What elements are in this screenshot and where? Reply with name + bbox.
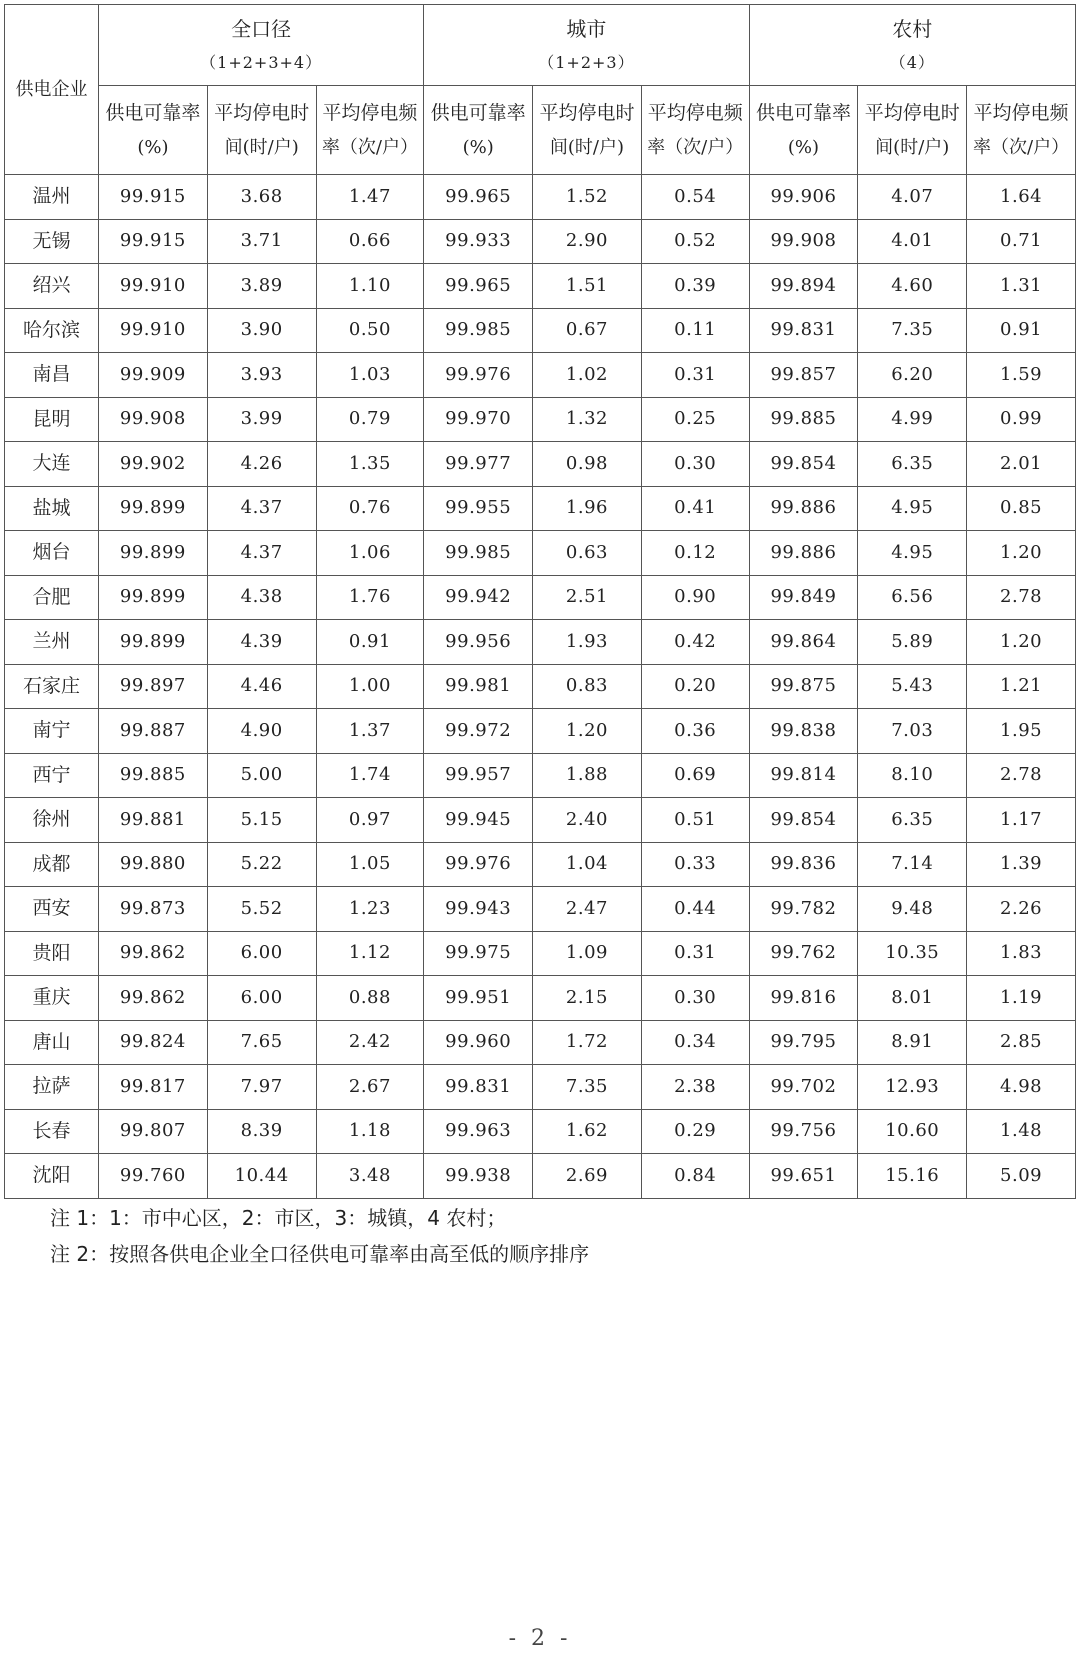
group-subtitle: （4）: [889, 53, 935, 73]
column-header-line2: (%): [462, 136, 494, 158]
table-row: [5, 931, 1076, 976]
table-cell-company: 拉萨: [5, 1065, 99, 1110]
table-cell: 4.99: [858, 397, 967, 442]
table-cell: 5.52: [207, 887, 316, 932]
table-cell: 2.51: [533, 575, 642, 620]
table-cell: 2.67: [316, 1065, 424, 1110]
group-title: 城市: [566, 17, 607, 42]
column-header-line1: 供电可靠率: [105, 101, 201, 124]
table-cell: 99.908: [99, 397, 208, 442]
table-cell: 2.42: [316, 1020, 424, 1065]
table-cell: 99.831: [749, 308, 858, 353]
table-cell: 1.02: [533, 353, 642, 398]
table-row: [5, 175, 1076, 220]
table-cell: 1.17: [967, 798, 1076, 843]
table-cell: 1.23: [316, 887, 424, 932]
table-cell: 5.00: [207, 753, 316, 798]
table-cell: 99.899: [99, 575, 208, 620]
table-cell: 1.00: [316, 664, 424, 709]
table-cell-company: 烟台: [5, 531, 99, 576]
table-cell: 99.807: [99, 1109, 208, 1154]
table-cell: 99.972: [424, 709, 533, 754]
table-cell: 0.54: [641, 175, 749, 220]
table-cell: 99.864: [749, 620, 858, 665]
group-subtitle: （1+2+3+4）: [200, 53, 323, 73]
table-cell: 99.976: [424, 353, 533, 398]
table-cell: 0.90: [641, 575, 749, 620]
table-cell: 6.20: [858, 353, 967, 398]
table-cell: 0.76: [316, 486, 424, 531]
corner-header: 供电企业: [5, 5, 99, 175]
table-cell: 1.20: [967, 531, 1076, 576]
table-cell: 1.47: [316, 175, 424, 220]
table-cell: 99.880: [99, 842, 208, 887]
column-header-line2: 间(时/户): [224, 136, 299, 158]
table-cell: 2.78: [967, 575, 1076, 620]
table-cell-company: 盐城: [5, 486, 99, 531]
table-cell: 0.67: [533, 308, 642, 353]
group-title: 农村: [892, 17, 933, 42]
group-subtitle: （1+2+3）: [538, 53, 635, 73]
table-cell: 10.60: [858, 1109, 967, 1154]
table-cell: 0.20: [641, 664, 749, 709]
table-cell: 0.98: [533, 442, 642, 487]
table-cell: 7.35: [533, 1065, 642, 1110]
column-header: [967, 86, 1076, 175]
column-header-line2: 率（次/户）: [973, 136, 1070, 158]
table-cell: 6.56: [858, 575, 967, 620]
column-header: [316, 86, 424, 175]
table-cell: 2.47: [533, 887, 642, 932]
table-cell: 3.48: [316, 1154, 424, 1199]
table-cell: 1.35: [316, 442, 424, 487]
table-cell: 10.44: [207, 1154, 316, 1199]
table-cell: 99.899: [99, 486, 208, 531]
table-cell-company: 无锡: [5, 219, 99, 264]
table-cell: 8.91: [858, 1020, 967, 1065]
table-cell: 99.960: [424, 1020, 533, 1065]
table-cell: 1.18: [316, 1109, 424, 1154]
table-cell: 99.899: [99, 620, 208, 665]
column-header: [424, 86, 533, 175]
table-cell: 99.957: [424, 753, 533, 798]
table-cell: 0.51: [641, 798, 749, 843]
table-cell-company: 徐州: [5, 798, 99, 843]
table-cell: 8.39: [207, 1109, 316, 1154]
table-cell-company: 兰州: [5, 620, 99, 665]
table-cell: 2.40: [533, 798, 642, 843]
column-header-line2: 率（次/户）: [647, 136, 744, 158]
table-cell: 99.854: [749, 442, 858, 487]
table-cell: 1.06: [316, 531, 424, 576]
table-cell: 99.985: [424, 308, 533, 353]
table-cell: 2.26: [967, 887, 1076, 932]
table-cell: 1.03: [316, 353, 424, 398]
table-cell-company: 重庆: [5, 976, 99, 1021]
table-cell: 99.951: [424, 976, 533, 1021]
column-header-line1: 供电可靠率: [430, 101, 526, 124]
table-row: [5, 353, 1076, 398]
table-cell: 1.12: [316, 931, 424, 976]
note-1: 注 1：1：市中心区，2：市区，3：城镇，4 农村；: [50, 1206, 507, 1230]
table-body: [5, 175, 1076, 1199]
table-cell: 4.38: [207, 575, 316, 620]
table-cell-company: 长春: [5, 1109, 99, 1154]
table-cell: 0.84: [641, 1154, 749, 1199]
table-cell: 99.943: [424, 887, 533, 932]
table-row: [5, 1065, 1076, 1110]
column-header-line1: 平均停电频: [973, 101, 1069, 124]
table-cell: 99.902: [99, 442, 208, 487]
table-cell: 6.00: [207, 931, 316, 976]
table-cell: 99.938: [424, 1154, 533, 1199]
column-header-row: [5, 86, 1076, 175]
table-cell: 0.30: [641, 976, 749, 1021]
column-header-line2: (%): [787, 136, 820, 158]
table-cell: 2.90: [533, 219, 642, 264]
table-cell: 0.66: [316, 219, 424, 264]
table-cell-company: 昆明: [5, 397, 99, 442]
table-cell: 7.65: [207, 1020, 316, 1065]
table-cell: 99.910: [99, 264, 208, 309]
table-row: [5, 842, 1076, 887]
note-2: 注 2：按照各供电企业全口径供电可靠率由高至低的顺序排序: [50, 1242, 590, 1266]
table-cell: 0.29: [641, 1109, 749, 1154]
table-cell: 0.50: [316, 308, 424, 353]
group-header-total: [99, 5, 424, 86]
table-cell: 99.862: [99, 976, 208, 1021]
table-cell: 6.35: [858, 442, 967, 487]
table-cell-company: 贵阳: [5, 931, 99, 976]
table-cell: 1.20: [533, 709, 642, 754]
table-cell: 99.875: [749, 664, 858, 709]
table-cell: 0.97: [316, 798, 424, 843]
table-cell: 0.52: [641, 219, 749, 264]
table-cell-company: 南宁: [5, 709, 99, 754]
table-cell: 1.51: [533, 264, 642, 309]
table-cell: 0.99: [967, 397, 1076, 442]
table-cell: 99.838: [749, 709, 858, 754]
table-cell: 4.37: [207, 531, 316, 576]
table-cell: 99.906: [749, 175, 858, 220]
table-cell-company: 西安: [5, 887, 99, 932]
table-cell: 99.908: [749, 219, 858, 264]
table-cell: 0.79: [316, 397, 424, 442]
table-cell: 5.22: [207, 842, 316, 887]
table-cell: 5.15: [207, 798, 316, 843]
table-cell: 1.20: [967, 620, 1076, 665]
table-cell: 0.85: [967, 486, 1076, 531]
table-cell: 99.756: [749, 1109, 858, 1154]
table-cell: 1.10: [316, 264, 424, 309]
table-cell: 4.01: [858, 219, 967, 264]
column-header-line1: 平均停电时: [864, 101, 960, 124]
table-cell: 9.48: [858, 887, 967, 932]
table-cell: 0.42: [641, 620, 749, 665]
table-cell: 2.85: [967, 1020, 1076, 1065]
table-cell: 99.945: [424, 798, 533, 843]
table-cell: 15.16: [858, 1154, 967, 1199]
table-cell: 3.90: [207, 308, 316, 353]
table-cell: 4.39: [207, 620, 316, 665]
table-row: [5, 976, 1076, 1021]
table-row: [5, 709, 1076, 754]
table-cell-company: 温州: [5, 175, 99, 220]
table-cell: 1.04: [533, 842, 642, 887]
table-cell: 99.887: [99, 709, 208, 754]
table-cell: 7.14: [858, 842, 967, 887]
table-cell: 99.886: [749, 531, 858, 576]
table-cell: 0.91: [316, 620, 424, 665]
table-cell: 99.899: [99, 531, 208, 576]
table-cell: 0.33: [641, 842, 749, 887]
table-cell: 0.69: [641, 753, 749, 798]
table-cell: 99.854: [749, 798, 858, 843]
table-row: [5, 664, 1076, 709]
column-header-line1: 平均停电时: [214, 101, 310, 124]
table-cell: 0.31: [641, 931, 749, 976]
table-cell: 0.44: [641, 887, 749, 932]
table-cell-company: 绍兴: [5, 264, 99, 309]
table-cell: 5.09: [967, 1154, 1076, 1199]
table-cell-company: 合肥: [5, 575, 99, 620]
table-cell: 99.915: [99, 219, 208, 264]
table-row: [5, 531, 1076, 576]
table-cell: 99.817: [99, 1065, 208, 1110]
table-cell: 99.915: [99, 175, 208, 220]
table-cell: 2.15: [533, 976, 642, 1021]
table-cell: 8.01: [858, 976, 967, 1021]
table-cell: 99.963: [424, 1109, 533, 1154]
table-cell: 5.43: [858, 664, 967, 709]
table-cell: 4.46: [207, 664, 316, 709]
table-cell: 1.95: [967, 709, 1076, 754]
table-cell: 2.38: [641, 1065, 749, 1110]
table-row: [5, 219, 1076, 264]
table-cell: 3.89: [207, 264, 316, 309]
reliability-table: [4, 4, 1076, 1199]
table-cell: 0.88: [316, 976, 424, 1021]
table-cell: 99.975: [424, 931, 533, 976]
table-cell: 99.909: [99, 353, 208, 398]
table-cell: 3.68: [207, 175, 316, 220]
table-cell: 4.98: [967, 1065, 1076, 1110]
column-header: [99, 86, 208, 175]
table-cell-company: 南昌: [5, 353, 99, 398]
table-row: [5, 1020, 1076, 1065]
group-header-row: [5, 5, 1076, 86]
table-cell: 99.651: [749, 1154, 858, 1199]
table-cell: 0.41: [641, 486, 749, 531]
table-cell: 99.881: [99, 798, 208, 843]
table-cell: 99.873: [99, 887, 208, 932]
table-cell: 5.89: [858, 620, 967, 665]
table-cell: 1.64: [967, 175, 1076, 220]
table-cell: 99.836: [749, 842, 858, 887]
column-header-line1: 平均停电频: [322, 101, 418, 124]
table-cell: 99.795: [749, 1020, 858, 1065]
group-title: 全口径: [231, 17, 292, 42]
table-cell: 4.90: [207, 709, 316, 754]
page-number: - 2 -: [508, 1626, 572, 1651]
table-cell: 0.91: [967, 308, 1076, 353]
table-cell: 99.816: [749, 976, 858, 1021]
table-cell: 4.26: [207, 442, 316, 487]
table-cell: 99.942: [424, 575, 533, 620]
column-header-line1: 供电可靠率: [755, 101, 851, 124]
table-cell: 99.965: [424, 264, 533, 309]
table-cell: 0.71: [967, 219, 1076, 264]
column-header-line2: 间(时/户): [875, 136, 950, 158]
table-cell: 99.965: [424, 175, 533, 220]
table-cell-company: 唐山: [5, 1020, 99, 1065]
table-row: [5, 264, 1076, 309]
column-header: [749, 86, 858, 175]
table-cell: 4.60: [858, 264, 967, 309]
table-cell-company: 西宁: [5, 753, 99, 798]
table-row: [5, 308, 1076, 353]
table-row: [5, 887, 1076, 932]
table-cell: 1.59: [967, 353, 1076, 398]
table-cell: 4.37: [207, 486, 316, 531]
table-notes: [50, 1200, 589, 1272]
table-cell: 1.09: [533, 931, 642, 976]
table-cell: 99.985: [424, 531, 533, 576]
table-cell: 99.862: [99, 931, 208, 976]
column-header-line2: 率（次/户）: [321, 136, 418, 158]
table-cell: 1.52: [533, 175, 642, 220]
table-cell: 1.62: [533, 1109, 642, 1154]
table-cell: 0.39: [641, 264, 749, 309]
column-header-line2: 间(时/户): [549, 136, 624, 158]
table-cell: 99.831: [424, 1065, 533, 1110]
column-header: [533, 86, 642, 175]
table-cell: 99.977: [424, 442, 533, 487]
column-header: [858, 86, 967, 175]
table-row: [5, 397, 1076, 442]
table-cell: 2.01: [967, 442, 1076, 487]
table-cell: 99.976: [424, 842, 533, 887]
table-cell: 0.83: [533, 664, 642, 709]
table-cell: 99.760: [99, 1154, 208, 1199]
table-cell: 0.36: [641, 709, 749, 754]
table-cell: 99.956: [424, 620, 533, 665]
table-cell: 1.21: [967, 664, 1076, 709]
table-cell: 6.35: [858, 798, 967, 843]
table-cell: 0.63: [533, 531, 642, 576]
table-cell: 99.886: [749, 486, 858, 531]
table-cell: 1.32: [533, 397, 642, 442]
table-cell: 0.30: [641, 442, 749, 487]
table-cell: 7.97: [207, 1065, 316, 1110]
table-cell: 1.96: [533, 486, 642, 531]
table-cell: 0.25: [641, 397, 749, 442]
group-header-rural: [749, 5, 1075, 86]
table-cell: 0.12: [641, 531, 749, 576]
column-header-line1: 平均停电频: [647, 101, 743, 124]
table-row: [5, 575, 1076, 620]
table-cell-company: 大连: [5, 442, 99, 487]
table-cell: 99.894: [749, 264, 858, 309]
table-cell: 3.99: [207, 397, 316, 442]
table-cell: 99.824: [99, 1020, 208, 1065]
table-header: [5, 5, 1076, 175]
table-row: [5, 798, 1076, 843]
table-cell: 1.19: [967, 976, 1076, 1021]
table-cell: 4.95: [858, 531, 967, 576]
table-cell: 1.05: [316, 842, 424, 887]
table-cell: 2.78: [967, 753, 1076, 798]
table-cell: 1.31: [967, 264, 1076, 309]
table-cell-company: 石家庄: [5, 664, 99, 709]
column-header: [641, 86, 749, 175]
table-cell: 99.933: [424, 219, 533, 264]
table-row: [5, 1154, 1076, 1199]
table-cell: 4.95: [858, 486, 967, 531]
table-cell: 10.35: [858, 931, 967, 976]
table-cell: 99.981: [424, 664, 533, 709]
table-cell: 1.83: [967, 931, 1076, 976]
table-cell: 8.10: [858, 753, 967, 798]
table-cell: 99.910: [99, 308, 208, 353]
table-cell: 99.762: [749, 931, 858, 976]
table-cell: 6.00: [207, 976, 316, 1021]
table-row: [5, 1109, 1076, 1154]
table-row: [5, 486, 1076, 531]
table-cell: 1.76: [316, 575, 424, 620]
table-cell: 4.07: [858, 175, 967, 220]
table-cell: 1.72: [533, 1020, 642, 1065]
table-cell: 0.11: [641, 308, 749, 353]
table-cell-company: 沈阳: [5, 1154, 99, 1199]
table-cell: 1.37: [316, 709, 424, 754]
table-cell: 0.31: [641, 353, 749, 398]
column-header-line1: 平均停电时: [539, 101, 635, 124]
column-header-line2: (%): [137, 136, 169, 158]
table-cell: 99.702: [749, 1065, 858, 1110]
table-cell: 7.03: [858, 709, 967, 754]
table-cell: 99.955: [424, 486, 533, 531]
table-cell-company: 成都: [5, 842, 99, 887]
table-cell: 1.39: [967, 842, 1076, 887]
table-cell: 0.34: [641, 1020, 749, 1065]
table-cell: 99.814: [749, 753, 858, 798]
table-cell: 12.93: [858, 1065, 967, 1110]
table-cell: 1.93: [533, 620, 642, 665]
table-cell: 99.885: [99, 753, 208, 798]
column-header: [207, 86, 316, 175]
table-cell: 1.88: [533, 753, 642, 798]
table-cell: 99.782: [749, 887, 858, 932]
group-header-urban: [424, 5, 749, 86]
table-cell: 3.93: [207, 353, 316, 398]
table-cell: 99.970: [424, 397, 533, 442]
table-row: [5, 442, 1076, 487]
table-cell: 1.74: [316, 753, 424, 798]
table-cell: 1.48: [967, 1109, 1076, 1154]
table-cell: 2.69: [533, 1154, 642, 1199]
table-cell: 99.897: [99, 664, 208, 709]
table-cell: 7.35: [858, 308, 967, 353]
table-row: [5, 753, 1076, 798]
table-cell: 99.885: [749, 397, 858, 442]
table-row: [5, 620, 1076, 665]
table-cell: 3.71: [207, 219, 316, 264]
table-cell-company: 哈尔滨: [5, 308, 99, 353]
table-cell: 99.849: [749, 575, 858, 620]
table-cell: 99.857: [749, 353, 858, 398]
